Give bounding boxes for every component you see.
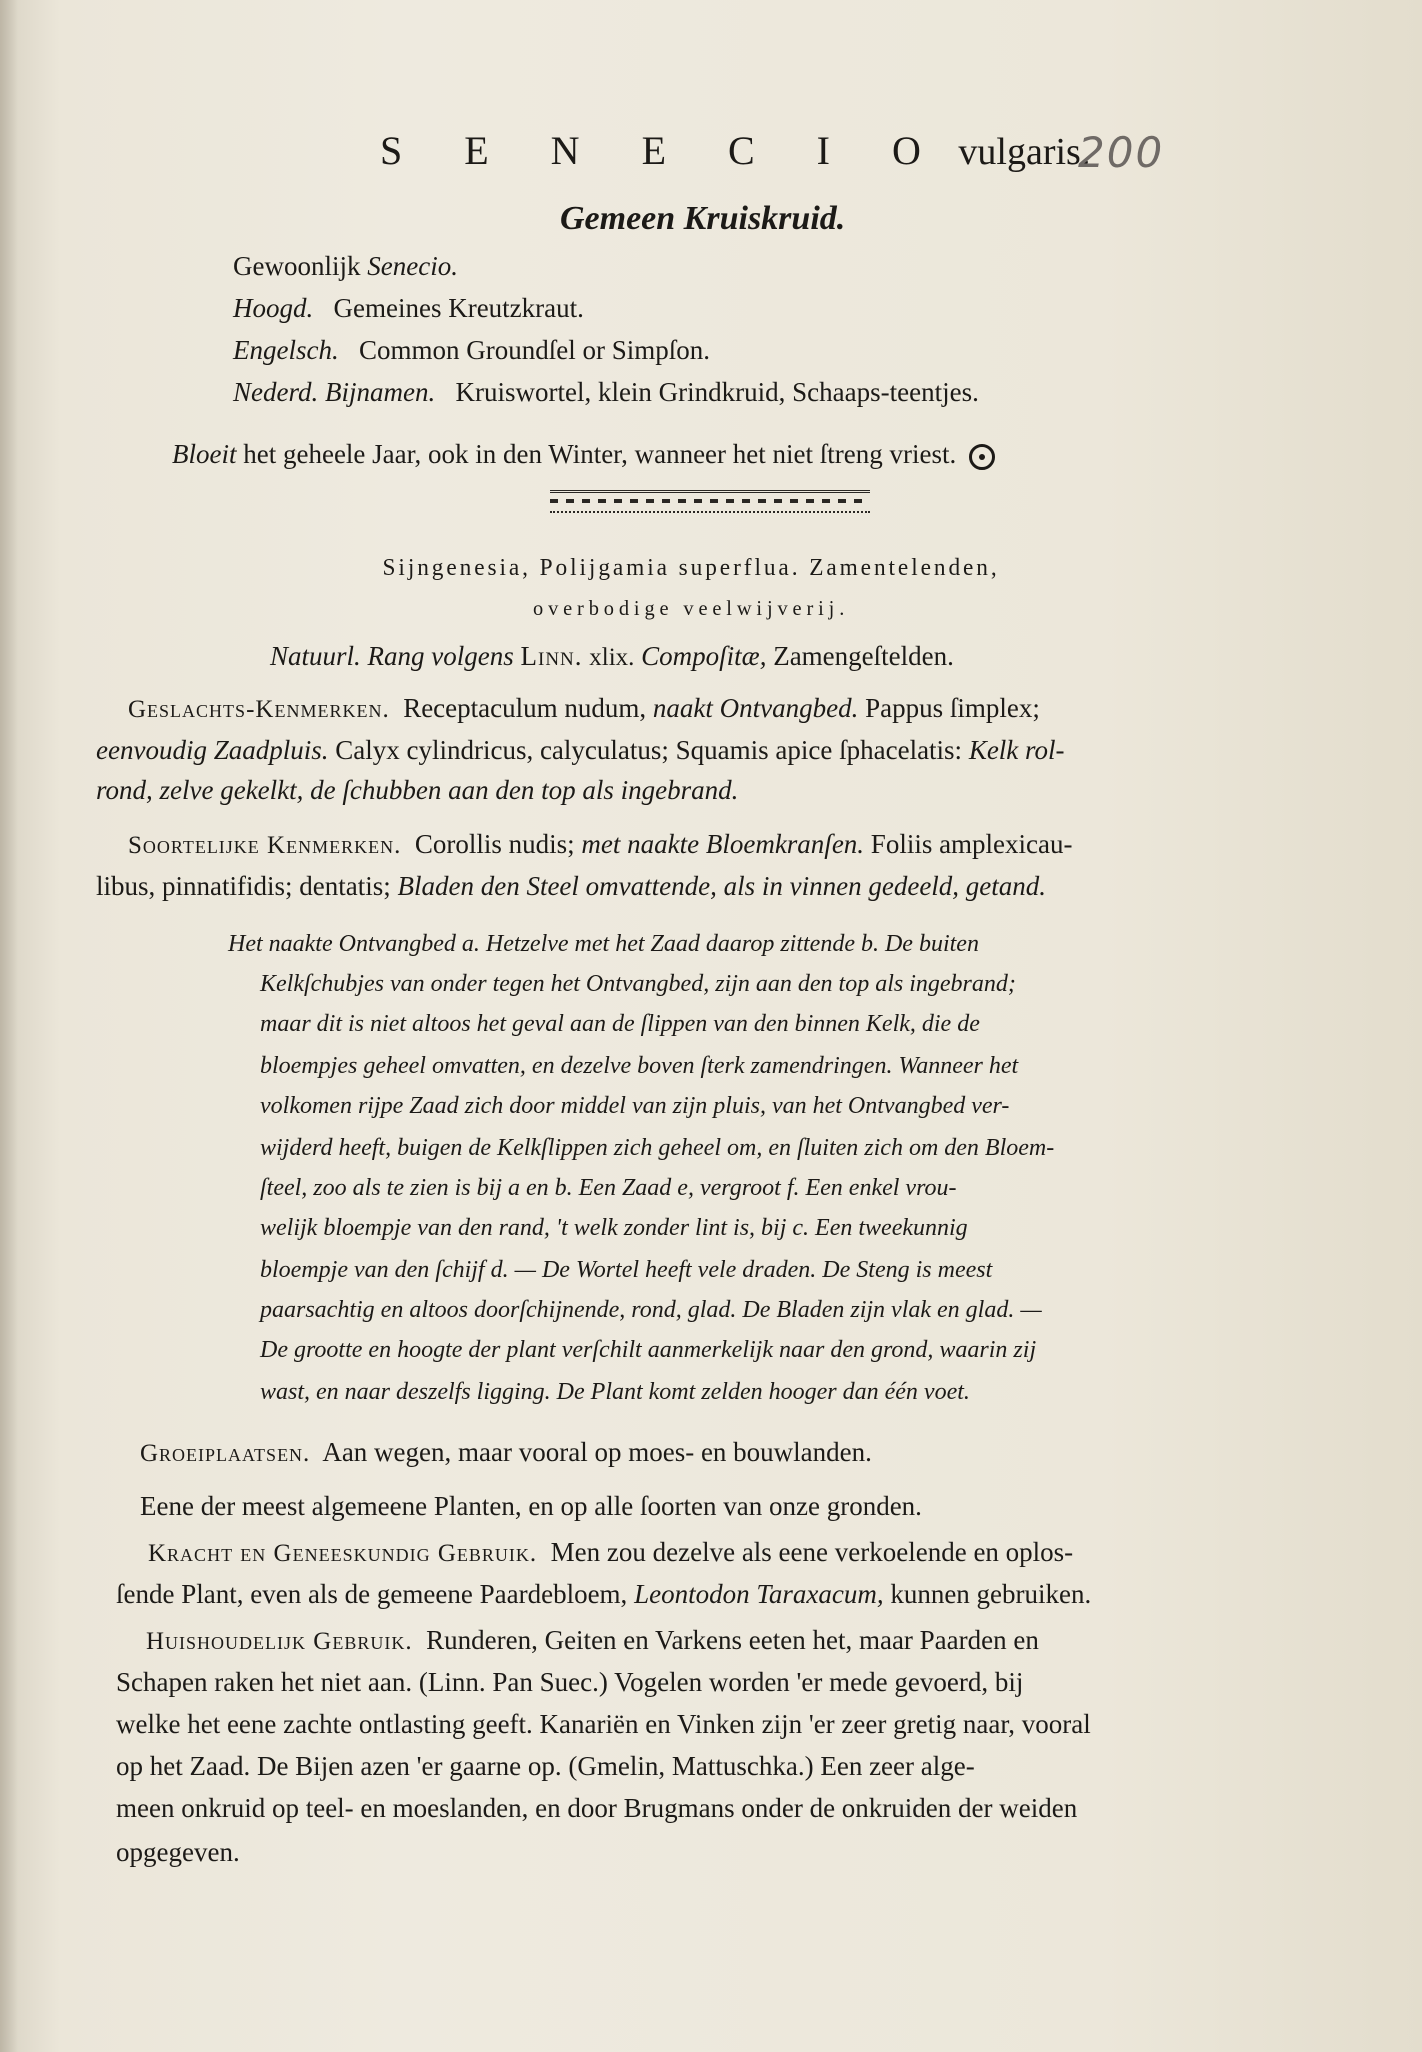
medicinal-line-2: ſende Plant, even als de gemeene Paardebloem, Leontodon Taraxacum, kunnen gebruiken. xyxy=(116,1579,1092,1609)
species-epithet: vulgaris. xyxy=(958,131,1091,173)
medicinal-line-1: Kracht en Geneeskundig Gebruik. Men zou dezelve als eene verkoelende en oplos- xyxy=(148,1537,1074,1567)
description-line: bloempjes geheel omvatten, en dezelve boven ſterk zamendringen. Wanneer het xyxy=(260,1053,1019,1079)
description-line: wijderd heeft, buigen de Kelkſlippen zich geheel om, en ſluiten zich om den Bloem- xyxy=(260,1135,1055,1161)
ornamental-divider xyxy=(550,490,870,513)
linnaean-class-dutch: overbodige veelwijverij. xyxy=(533,596,850,620)
habitat-line-2: Eene der meest algemeene Planten, en op alle ſoorten van onze gronden. xyxy=(140,1491,922,1521)
natural-rank: Natuurl. Rang volgens Linn. xlix. Compoſitæ, Zamengeſtelden. xyxy=(270,641,954,671)
description-line: volkomen rijpe Zaad zich door middel van zijn pluis, van het Ontvangbed ver- xyxy=(260,1093,1010,1119)
household-line: opgegeven. xyxy=(116,1837,240,1867)
description-line: maar dit is niet altoos het geval aan de ſlippen van den binnen Kelk, die de xyxy=(260,1011,980,1037)
description-line: Kelkſchubjes van onder tegen het Ontvangbed, zijn aan den top als ingebrand; xyxy=(260,971,1016,997)
genus-characters-line-1: Geslachts-Kenmerken. Receptaculum nudum, naakt Ontvangbed. Pappus ſimplex; xyxy=(128,693,1040,723)
name-common: Gewoonlijk Senecio. xyxy=(233,251,458,281)
species-characters-line-1: Soortelijke Kenmerken. Corollis nudis; met naakte Bloemkranſen. Foliis amplexicau- xyxy=(128,829,1073,859)
linnaean-class: Sijngenesia, Polijgamia superflua. Zamentelenden, xyxy=(382,555,1000,581)
description-line: ſteel, zoo als te zien is bij a en b. Een Zaad e, vergroot f. Een enkel vrou- xyxy=(260,1175,957,1201)
medicinal-heading: Kracht en Geneeskundig Gebruik. xyxy=(148,1540,538,1567)
name-dutch-alternatives: Nederd. Bijnamen. Kruiswortel, klein Grindkruid, Schaaps-teentjes. xyxy=(233,377,979,407)
habitat-heading: Groeiplaatsen. xyxy=(140,1440,311,1467)
flowering-period: Bloeit het geheele Jaar, ook in den Winter, wanneer het niet ſtreng vriest. xyxy=(172,438,995,470)
dutch-common-name: Gemeen Kruiskruid. xyxy=(560,200,846,237)
description-line: Het naakte Ontvangbed a. Hetzelve met het Zaad daarop zittende b. De buiten xyxy=(228,931,979,957)
genus-characters-heading: Geslachts-Kenmerken. xyxy=(128,696,390,723)
genus-characters-line-3: rond, zelve gekelkt, de ſchubben aan den top als ingebrand. xyxy=(96,775,739,805)
genus-name: S E N E C I O xyxy=(380,128,947,173)
description-line: welijk bloempje van den rand, 't welk zonder lint is, bij c. Een tweekunnig xyxy=(260,1215,968,1241)
household-line: Schapen raken het niet aan. (Linn. Pan Suec.) Vogelen worden 'er mede gevoerd, bij xyxy=(116,1667,1024,1697)
name-german: Hoogd. Gemeines Kreutzkraut. xyxy=(233,293,584,323)
species-title xyxy=(380,122,1090,175)
habitat-line-1: Groeiplaatsen. Aan wegen, maar vooral op moes- en bouwlanden. xyxy=(140,1437,872,1467)
description-line: paarsachtig en altoos doorſchijnende, rond, glad. De Bladen zijn vlak en glad. — xyxy=(260,1297,1042,1323)
description-line: De grootte en hoogte der plant verſchilt aanmerkelijk naar den grond, waarin zij xyxy=(260,1337,1037,1363)
genus-characters-line-2: eenvoudig Zaadpluis. Calyx cylindricus, calyculatus; Squamis apice ſphacelatis: Kelk rol- xyxy=(96,735,1065,765)
household-line: welke het eene zachte ontlasting geeft. Kanariën en Vinken zijn 'er zeer gretig naar, vooral xyxy=(116,1709,1091,1739)
species-characters-heading: Soortelijke Kenmerken. xyxy=(128,832,402,859)
description-line: wast, en naar deszelfs ligging. De Plant komt zelden hooger dan één voet. xyxy=(260,1379,970,1405)
species-characters-line-2: libus, pinnatifidis; dentatis; Bladen den Steel omvattende, als in vinnen gedeeld, getand. xyxy=(96,871,1047,901)
handwritten-plate-number: 200 xyxy=(1078,128,1165,177)
name-english: Engelsch. Common Groundſel or Simpſon. xyxy=(233,335,710,365)
household-line: meen onkruid op teel- en moeslanden, en door Brugmans onder de onkruiden der weiden xyxy=(116,1793,1078,1823)
household-heading: Huishoudelijk Gebruik. xyxy=(146,1628,413,1655)
household-line: Huishoudelijk Gebruik. Runderen, Geiten en Varkens eeten het, maar Paarden en xyxy=(146,1625,1039,1655)
description-line: bloempje van den ſchijf d. — De Wortel heeft vele draden. De Steng is meest xyxy=(260,1257,993,1283)
household-line: op het Zaad. De Bijen azen 'er gaarne op. (Gmelin, Mattuschka.) Een zeer alge- xyxy=(116,1751,975,1781)
annual-symbol-icon xyxy=(969,444,995,470)
